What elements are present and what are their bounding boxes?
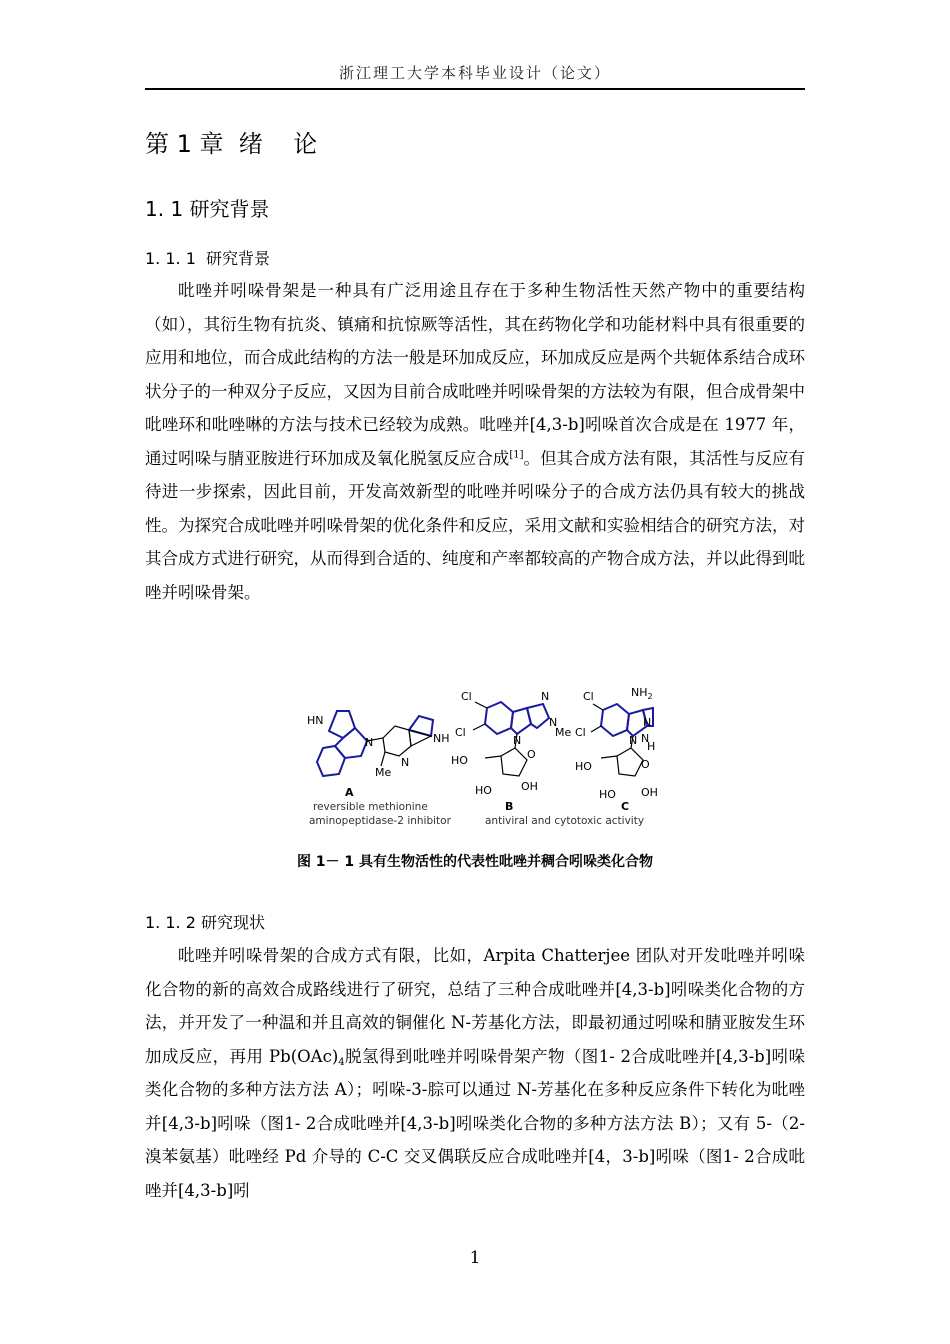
atom-o-c: O [641, 758, 650, 771]
caption-a-line1: reversible methionine [313, 801, 428, 813]
citation-1: [1] [509, 449, 524, 460]
atom-ho-c1: HO [575, 760, 592, 773]
atom-cl-c2: Cl [575, 726, 586, 739]
atom-o-b: O [527, 748, 536, 761]
section-title: 1. 1 研究背景 [145, 197, 270, 221]
figure-caption: 图 1－ 1 具有生物活性的代表性吡唑并稠合吲哚类化合物 [296, 854, 654, 870]
paragraph-status-text-b: 脱氢得到吡唑并吲哚骨架产物（图1- 2合成吡唑并[4,3-b]吲哚类化合物的多种方法方法 A）；吲哚-3-腙可以通过 N-芳基化在多种反应条件下转化为吡唑并[4,3-b]吲哚（图1- 2合成吡唑并[4,3-b]吲哚类化合物的多种方法方法 B）；又有 5-（2-溴苯氨基）吡唑经 Pd 介导的 C-C 交叉偶联反应合成吡唑并[4，3-b]吲哚（图1- 2合成吡唑并[4,3-b]吲 [145, 1046, 805, 1200]
atom-nh-a: NH [433, 732, 450, 745]
atom-n-c2: N [641, 732, 650, 745]
atom-ho-b2: HO [475, 784, 492, 797]
subscript-4: 4 [338, 1056, 345, 1068]
atom-cl-c1: Cl [583, 690, 594, 703]
compound-b-structure [473, 702, 549, 776]
structures-svg [305, 686, 658, 831]
paragraph-status-text-a: 吡唑并吲哚骨架的合成方式有限，比如，Arpita Chatterjee 团队对开发吡唑并吲哚化合物的新的高效合成路线进行了研究，总结了三种合成吡唑并[4,3-b]吲哚类化合物的方法，并开发了一种温和并且高效的铜催化 N-芳基化方法，即最初通过吲哚和腈亚胺发生环加成反应，再用 Pb(OAc) [145, 946, 805, 1066]
atom-oh-b: OH [521, 780, 538, 793]
atom-ho-c2: HO [599, 788, 616, 801]
subsection-title-1: 1. 1. 1 研究背景 [145, 249, 271, 268]
atom-h-c: H [647, 740, 656, 753]
compound-label-b: B [505, 800, 514, 813]
paragraph-background-text-b: 。但其合成方法有限，其活性与反应有待进一步探索，因此目前，开发高效新型的吡唑并吲哚分子的合成方法仍具有较大的挑战性。为探究合成吡唑并吲哚骨架的优化条件和反应，采用文献和实验相结合的研究方法，对其合成方式进行研究，从而得到合适的、纯度和产率都较高的产物合成方法，并以此得到吡唑并吲哚骨架。 [145, 448, 806, 602]
atom-ho-b1: HO [451, 754, 468, 767]
atom-n-b1: N [541, 690, 550, 703]
atom-me-b: Me [555, 726, 572, 739]
compound-label-a: A [345, 786, 354, 799]
atom-n-b2: N [549, 716, 558, 729]
caption-a-line2: aminopeptidase-2 inhibitor [309, 815, 451, 827]
chapter-title: 第 1 章 绪 论 [145, 130, 318, 158]
atom-n-c1: N [643, 716, 652, 729]
atom-n-pyridine: N [401, 756, 410, 769]
paragraph-background-text-a: 吡唑并吲哚骨架是一种具有广泛用途且存在于多种生物活性天然产物中的重要结构（如），其衍生物有抗炎、镇痛和抗惊厥等活性，其在药物化学和功能材料中具有很重要的应用和地位，而合成此结构的方法一般是环加成反应，环加成反应是两个共轭体系结合成环状分子的一种双分子反应，又因为目前合成吡唑并吲哚骨架的方法较为有限，但合成骨架中吡唑环和吡唑啉的方法与技术已经较为成熟。吡唑并[4,3-b]吲哚首次合成是在 1977 年，通过吲哚与腈亚胺进行环加成及氧化脱氢反应合成 [145, 281, 805, 468]
atom-cl-b1: Cl [461, 690, 472, 703]
atom-n-b3: N [513, 734, 522, 747]
atom-n-a: N [365, 736, 374, 749]
atom-me-a: Me [375, 766, 392, 779]
paragraph-status [145, 939, 805, 1207]
header-rule [145, 88, 805, 90]
page-number: 1 [469, 1248, 481, 1268]
compound-label-c: C [621, 800, 630, 813]
atom-nh2: $NH_2$ [631, 686, 653, 701]
atom-hn: HN [307, 714, 324, 727]
running-header-title: 浙江理工大学本科毕业设计（论文） [338, 64, 611, 82]
figure-compounds [305, 686, 658, 831]
atom-cl-b2: Cl [455, 726, 466, 739]
subsection-title-2: 1. 1. 2 研究现状 [145, 913, 265, 932]
atom-oh-c: OH [641, 786, 658, 799]
paragraph-background [145, 274, 805, 609]
caption-bc: antiviral and cytotoxic activity [485, 815, 645, 827]
atom-n-c3: N [629, 734, 638, 747]
